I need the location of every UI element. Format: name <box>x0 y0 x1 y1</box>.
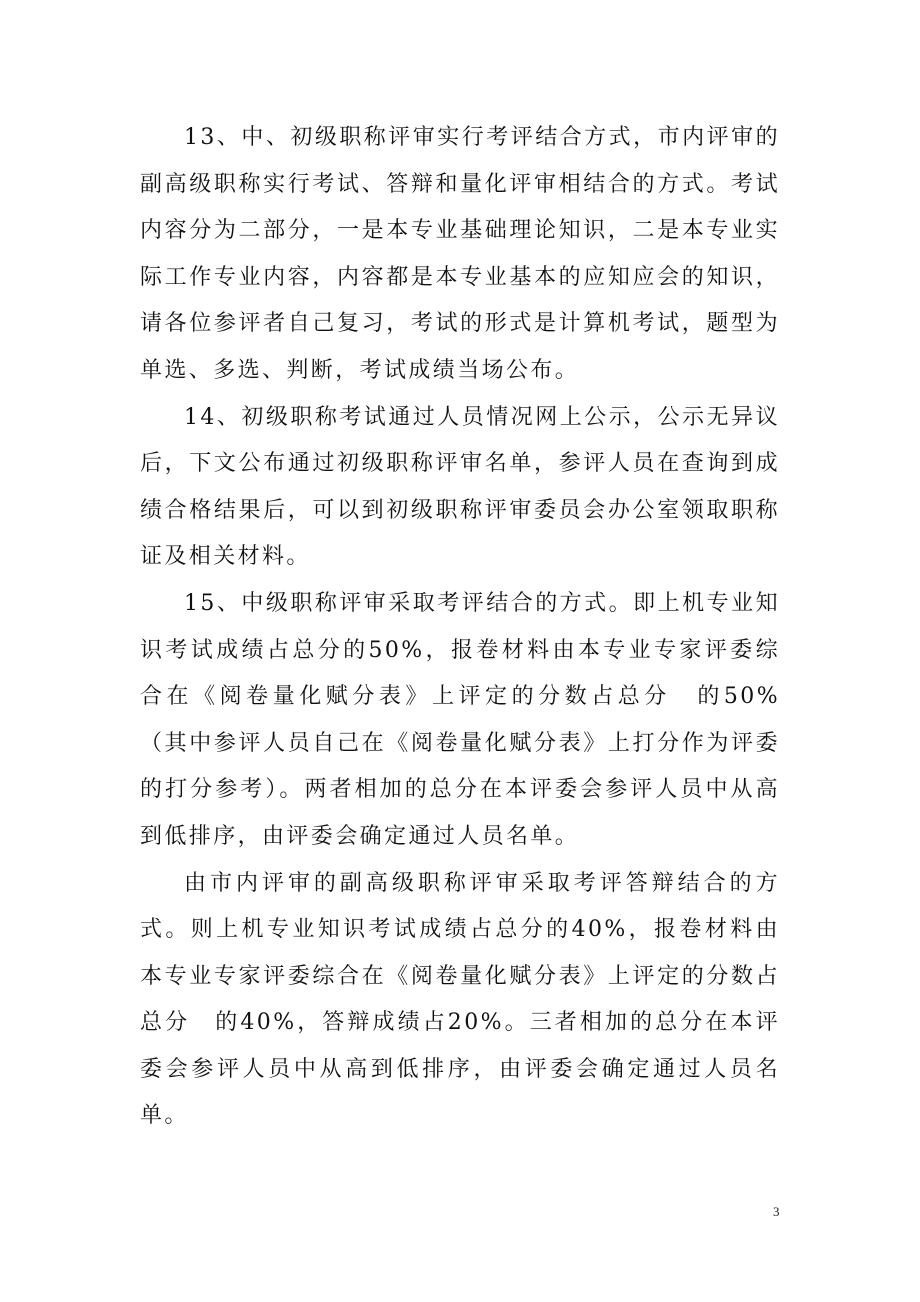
document-body <box>140 115 780 1140</box>
paragraph-deputy-senior-review: 由市内评审的副高级职称评审采取考评答辩结合的方式。则上机专业知识考试成绩占总分的40%，报卷材料由本专业专家评委综合在《阅卷量化赋分表》上评定的分数占总分 的40%，答辩成绩占20%。三者相加的总分在本评委会参评人员中从高到低排序，由评委会确定通过人员名单。 <box>140 870 780 1129</box>
paragraph-15: 15、中级职称评审采取考评结合的方式。即上机专业知识考试成绩占总分的50%，报卷材料由本专业专家评委综合在《阅卷量化赋分表》上评定的分数占总分 的50%（其中参评人员自己在《阅卷量化赋分表》上打分作为评委的打分参考）。两者相加的总分在本评委会参评人员中从高到低排序，由评委会确定通过人员名单。 <box>140 590 780 849</box>
paragraph-13: 13、中、初级职称评审实行考评结合方式，市内评审的副高级职称实行考试、答辩和量化评审相结合的方式。考试内容分为二部分，一是本专业基础理论知识，二是本专业实际工作专业内容，内容都是本专业基本的应知应会的知识，请各位参评者自己复习，考试的形式是计算机考试，题型为单选、多选、判断，考试成绩当场公布。 <box>140 125 780 383</box>
page-number: 3 <box>773 1204 780 1219</box>
paragraph-14: 14、初级职称考试通过人员情况网上公示，公示无异议后，下文公布通过初级职称评审名单，参评人员在查询到成绩合格结果后，可以到初级职称评审委员会办公室领取职称证及相关材料。 <box>140 404 780 570</box>
